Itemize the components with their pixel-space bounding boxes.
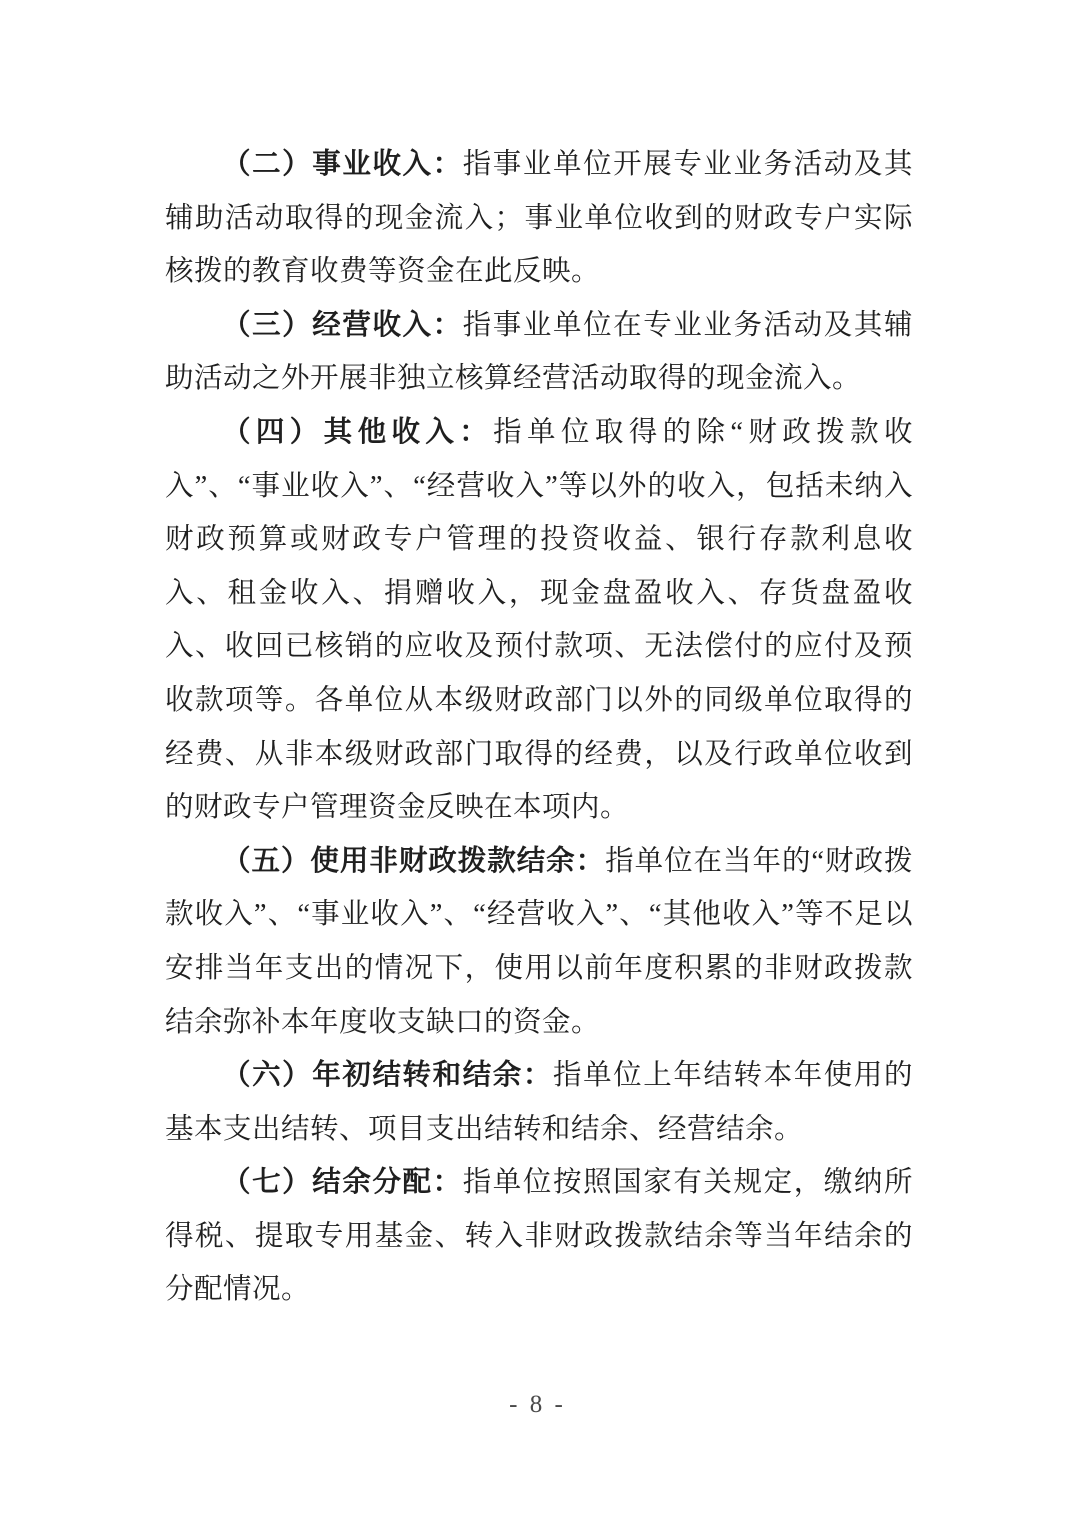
document-body <box>165 138 913 1317</box>
paragraph-text: 指事业单位开展专业业务活动及其辅助活动取得的现金流入；事业单位收到的财政专户实际核拨的教育收费等资金在此反映。 <box>165 149 913 288</box>
paragraph-beginning-carryover <box>165 1049 913 1156</box>
paragraph-text: 指单位取得的除“财政拨款收入”、“事业收入”、“经营收入”等以外的收入，包括未纳入财政预算或财政专户管理的投资收益、银行存款利息收入、租金收入、捐赠收入，现金盘盈收入、存货盘盈收入、收回已核销的应收及预付款项、无法偿付的应付及预收款项等。各单位从本级财政部门以外的同级单位取得的经费、从非本级财政部门取得的经费，以及行政单位收到的财政专户管理资金反映在本项内。 <box>165 416 913 824</box>
paragraph-text: 指事业单位在专业业务活动及其辅助活动之外开展非独立核算经营活动取得的现金流入。 <box>165 309 913 395</box>
paragraph-surplus-distribution <box>165 1156 913 1317</box>
paragraph-heading: （三）经营收入： <box>222 309 463 341</box>
paragraph-text: 指单位上年结转本年使用的基本支出结转、项目支出结转和结余、经营结余。 <box>165 1060 913 1145</box>
paragraph-heading: （七）结余分配： <box>222 1167 463 1199</box>
paragraph-heading: （四）其他收入： <box>222 416 494 448</box>
paragraph-heading: （二）事业收入： <box>222 149 463 180</box>
paragraph-business-income <box>165 138 913 299</box>
paragraph-non-fiscal-surplus-use <box>165 835 913 1049</box>
paragraph-heading: （五）使用非财政拨款结余： <box>222 845 606 877</box>
paragraph-text: 指单位在当年的“财政拨款收入”、“事业收入”、“经营收入”、“其他收入”等不足以安排当年支出的情况下，使用以前年度积累的非财政拨款结余弥补本年度收支缺口的资金。 <box>165 845 913 1038</box>
paragraph-text: 指单位按照国家有关规定，缴纳所得税、提取专用基金、转入非财政拨款结余等当年结余的分配情况。 <box>165 1167 913 1306</box>
page-number: - 8 - <box>509 1391 566 1418</box>
paragraph-operating-income <box>165 299 913 406</box>
paragraph-other-income <box>165 406 913 835</box>
paragraph-heading: （六）年初结转和结余： <box>222 1060 553 1092</box>
